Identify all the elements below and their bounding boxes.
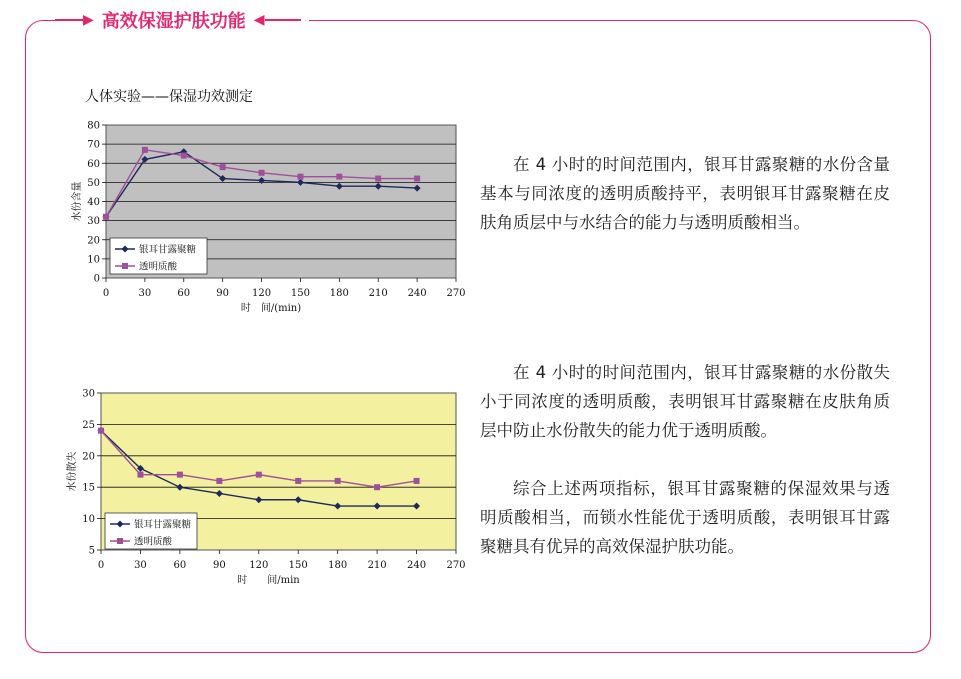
legend-marker: [117, 538, 123, 544]
moisture-loss-chart: [58, 382, 468, 597]
x-tick-label: 210: [368, 288, 388, 299]
arrow-left-icon: ◀: [253, 12, 265, 28]
data-point-square: [137, 472, 143, 478]
y-tick-label: 10: [82, 514, 95, 526]
x-tick-label: 240: [407, 288, 427, 299]
y-tick-label: 50: [87, 177, 100, 189]
legend-marker: [122, 263, 128, 269]
x-tick-label: 30: [138, 288, 152, 299]
x-tick-label: 90: [212, 560, 226, 571]
y-tick-label: 25: [82, 419, 95, 431]
data-point-square: [220, 164, 226, 170]
data-point-square: [414, 176, 420, 182]
data-point-square: [181, 153, 187, 159]
x-tick-label: 120: [252, 288, 272, 299]
header-line-right: [265, 19, 301, 21]
data-point-square: [142, 147, 148, 153]
y-tick-label: 0: [93, 273, 100, 285]
x-tick-label: 0: [97, 560, 105, 571]
paragraph-moisture-loss: 在 4 小时的时间范围内，银耳甘露聚糖的水份散失小于同浓度的透明质酸，表明银耳甘露聚糖在皮肤角质层中防止水份散失的能力优于透明质酸。: [480, 363, 890, 440]
data-point-square: [374, 484, 380, 490]
x-tick-label: 180: [329, 288, 349, 299]
x-tick-label: 180: [328, 560, 348, 571]
data-point-square: [216, 478, 222, 484]
section-header: [55, 6, 309, 34]
y-tick-label: 10: [87, 254, 100, 266]
data-point-square: [98, 428, 104, 434]
paragraph-moisture-content: 在 4 小时的时间范围内，银耳甘露聚糖的水份含量基本与同浓度的透明质酸持平，表明银耳甘露聚糖在皮肤角质层中与水结合的能力与透明质酸相当。: [480, 155, 890, 232]
x-tick-label: 60: [177, 288, 191, 299]
data-point-square: [259, 170, 265, 176]
legend-label: 透明质酸: [139, 261, 178, 273]
x-tick-label: 60: [173, 560, 187, 571]
x-tick-label: 240: [407, 560, 427, 571]
y-tick-label: 15: [82, 482, 95, 494]
arrow-right-icon: ▶: [83, 12, 94, 28]
x-tick-label: 30: [134, 560, 147, 571]
moisture-content-chart: [58, 110, 468, 325]
y-tick-label: 20: [82, 451, 95, 463]
x-tick-label: 210: [367, 560, 387, 571]
chart1-title: 人体实验——保湿功效测定: [85, 89, 253, 105]
y-axis-label: 水份散失: [67, 451, 78, 492]
data-point-square: [256, 472, 262, 478]
x-tick-label: 0: [102, 288, 110, 299]
data-point-square: [295, 478, 301, 484]
y-axis-label: 水份含量: [72, 181, 83, 222]
data-point-square: [375, 176, 381, 182]
legend-label: 银耳甘露聚糖: [134, 519, 192, 531]
paragraph-summary: 综合上述两项指标，银耳甘露聚糖的保湿效果与透明质酸相当，而锁水性能优于透明质酸，表明银耳甘露聚糖具有优异的高效保湿护肤功能。: [480, 479, 890, 556]
data-point-square: [414, 478, 420, 484]
x-axis-label: 时 间/(min): [240, 303, 302, 314]
y-tick-label: 40: [87, 197, 100, 208]
x-tick-label: 150: [290, 288, 310, 299]
legend-label: 透明质酸: [134, 536, 173, 548]
y-tick-label: 30: [82, 388, 95, 400]
y-tick-label: 30: [87, 216, 100, 228]
header-line-left: [55, 19, 83, 21]
legend-label: 银耳甘露聚糖: [139, 244, 197, 256]
x-tick-label: 150: [288, 560, 308, 571]
section-title: 高效保湿护肤功能: [101, 11, 246, 32]
data-point-square: [335, 478, 341, 484]
x-tick-label: 270: [446, 560, 466, 571]
y-tick-label: 20: [87, 235, 100, 247]
data-point-square: [336, 174, 342, 180]
x-tick-label: 270: [446, 288, 466, 299]
x-tick-label: 90: [216, 288, 230, 299]
y-tick-label: 60: [87, 158, 100, 170]
y-tick-label: 70: [87, 139, 100, 151]
x-tick-label: 120: [249, 560, 269, 571]
y-tick-label: 80: [87, 120, 100, 132]
y-tick-label: 5: [88, 545, 95, 557]
data-point-square: [103, 214, 109, 220]
data-point-square: [177, 472, 183, 478]
data-point-square: [297, 174, 303, 180]
x-axis-label: 时 间/min: [237, 575, 300, 586]
